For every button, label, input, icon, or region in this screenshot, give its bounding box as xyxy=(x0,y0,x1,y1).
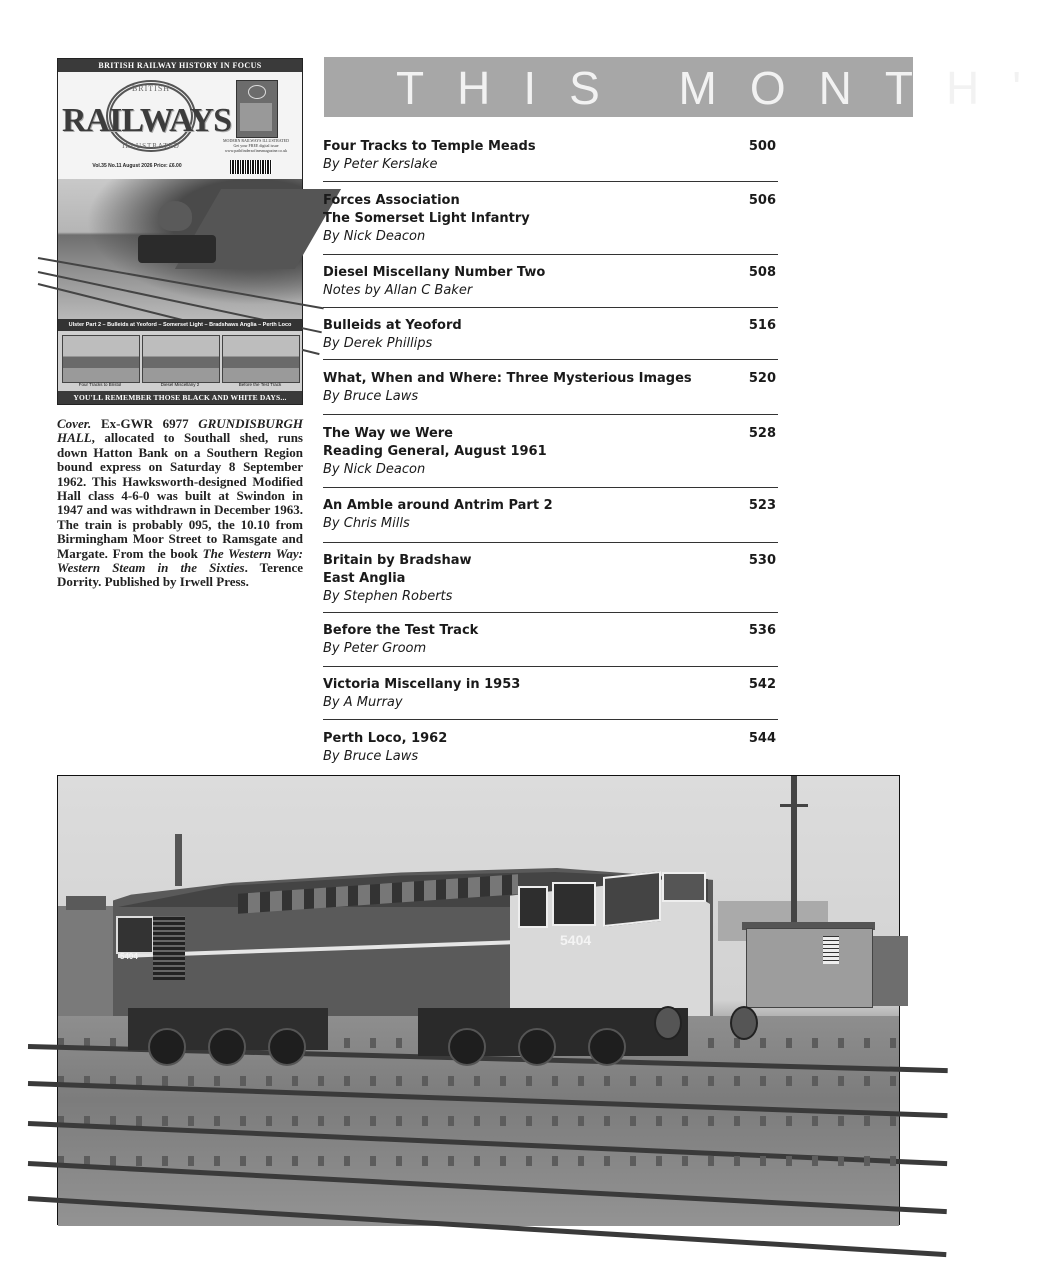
entry-page: 523 xyxy=(748,498,776,513)
entry-page: 530 xyxy=(748,553,776,568)
entry-title: An Amble around Antrim Part 2 xyxy=(323,498,553,513)
caption-book-title: The Western Way: Western Steam in the Sixties xyxy=(57,545,303,576)
contents-entry xyxy=(323,613,778,667)
cover-thumb-label: Diesel Miscellany 2 xyxy=(160,382,200,387)
entry-byline: By Bruce Laws xyxy=(323,389,419,404)
cover-thumbnails xyxy=(58,331,302,393)
photo-hut xyxy=(746,928,873,1008)
contents-entry xyxy=(323,360,778,415)
promo-line: Get your FREE digital issue xyxy=(233,143,279,148)
entry-title: Before the Test Track xyxy=(323,623,479,638)
cover-bottom-band: YOU'LL REMEMBER THOSE BLACK AND WHITE DAYS... xyxy=(58,391,302,404)
photo-chimney xyxy=(175,834,182,886)
loco-wheel xyxy=(588,1028,626,1066)
contents-entry xyxy=(323,132,778,182)
entry-page: 536 xyxy=(748,623,776,638)
entry-page: 506 xyxy=(748,193,776,208)
cover-caption xyxy=(57,417,303,590)
entry-title: Victoria Miscellany in 1953 xyxy=(323,677,521,692)
entry-title: Britain by Bradshaw xyxy=(323,553,472,568)
entry-byline: By Chris Mills xyxy=(323,516,410,531)
contents-entry xyxy=(323,488,778,543)
loco-headcode-box xyxy=(662,872,706,902)
contents-entry xyxy=(323,255,778,308)
loco-grille xyxy=(153,916,185,980)
entry-byline: By Bruce Laws xyxy=(323,749,419,764)
cover-thumb xyxy=(62,335,140,383)
photo-building-left xyxy=(58,906,113,1016)
entry-page: 544 xyxy=(748,731,776,746)
cover-volume-line: Vol.35 No.11 August 2026 Price: £6.00 xyxy=(92,163,182,169)
contents-entry xyxy=(323,543,778,613)
entry-page: 528 xyxy=(748,426,776,441)
logo-top-text: BRITISH xyxy=(131,84,171,93)
loco-window xyxy=(552,882,596,926)
loco-rear-window xyxy=(116,916,154,954)
cover-thumb xyxy=(142,335,220,383)
cover-masthead xyxy=(58,72,302,179)
entry-title: Perth Loco, 1962 xyxy=(323,731,448,746)
page-title: THIS MONTH' xyxy=(396,62,1054,114)
entry-subtitle: The Somerset Light Infantry xyxy=(323,211,530,226)
photo-building-roof xyxy=(66,896,106,910)
locomotive-photo xyxy=(57,775,900,1225)
photo-sleepers xyxy=(58,1156,899,1166)
contents-entry xyxy=(323,415,778,488)
cover-inset-magazine xyxy=(236,80,278,138)
caption-text: Ex-GWR 6977 xyxy=(91,416,199,431)
loco-number-small: 5404 xyxy=(120,952,138,961)
cover-photo-tree xyxy=(158,201,192,231)
entry-title: Forces Association xyxy=(323,193,460,208)
cover-thumb-label: Before the Test Track xyxy=(238,382,282,387)
cover-thumb-label: Four Tracks to Bristol xyxy=(78,382,122,387)
entry-byline: By A Murray xyxy=(323,695,403,710)
entry-byline: By Derek Phillips xyxy=(323,336,433,351)
entry-page: 508 xyxy=(748,265,776,280)
header-band xyxy=(324,57,1054,117)
contents-list xyxy=(323,132,778,770)
loco-wheel xyxy=(268,1028,306,1066)
entry-byline: By Stephen Roberts xyxy=(323,589,453,604)
loco-wheel xyxy=(448,1028,486,1066)
contents-entry xyxy=(323,667,778,720)
entry-title: The Way we Were xyxy=(323,426,453,441)
photo-pole-arm xyxy=(780,804,808,807)
entry-title: Four Tracks to Temple Meads xyxy=(323,139,536,154)
promo-line: MODERN RAILWAYS ILLUSTRATED xyxy=(223,138,289,143)
cover-thumb xyxy=(222,335,300,383)
photo-sleepers xyxy=(58,1076,899,1086)
caption-text: . Terence Dorrity. Published by Irwell Press. xyxy=(57,560,303,590)
contents-entry xyxy=(323,308,778,360)
barcode xyxy=(230,160,272,174)
entry-page: 500 xyxy=(748,139,776,154)
entry-page: 542 xyxy=(748,677,776,692)
entry-subtitle: Reading General, August 1961 xyxy=(323,444,547,459)
entry-byline: By Peter Groom xyxy=(323,641,427,656)
logo-bottom-text: ILLUSTRATED xyxy=(122,142,180,150)
cover-top-band: BRITISH RAILWAY HISTORY IN FOCUS xyxy=(58,59,302,72)
caption-lead: Cover. xyxy=(57,416,92,431)
entry-title: What, When and Where: Three Mysterious Images xyxy=(323,371,692,386)
loco-wheel xyxy=(148,1028,186,1066)
entry-page: 516 xyxy=(748,318,776,333)
entry-byline: By Nick Deacon xyxy=(323,462,426,477)
photo-hut-window xyxy=(823,936,839,964)
entry-subtitle: East Anglia xyxy=(323,571,406,586)
cover-photo xyxy=(58,179,302,319)
loco-window xyxy=(518,886,548,928)
loco-buffer xyxy=(730,1006,758,1040)
magazine-cover xyxy=(57,58,303,405)
entry-byline: Notes by Allan C Baker xyxy=(323,283,473,298)
caption-loco-name: GRUNDISBURGH HALL xyxy=(57,416,303,446)
entry-title: Diesel Miscellany Number Two xyxy=(323,265,546,280)
entry-page: 520 xyxy=(748,371,776,386)
cover-promo xyxy=(218,138,294,153)
loco-wheel xyxy=(518,1028,556,1066)
entry-title: Bulleids at Yeoford xyxy=(323,318,462,333)
contents-entry xyxy=(323,182,778,255)
entry-byline: By Peter Kerslake xyxy=(323,157,438,172)
entry-byline: By Nick Deacon xyxy=(323,229,426,244)
logo-wordmark: RAILWAYS xyxy=(62,102,232,139)
promo-line: www.pathfindersofinesmagazine.co.uk xyxy=(224,148,288,153)
loco-buffer xyxy=(654,1006,682,1040)
caption-text: , allocated to Southall shed, runs down Hatton Bank on a Southern Region bound express on Saturday 8 September 1962. This Hawksworth-designed Modified Hall class 4-6-0 was built at Swindon in 1947 and was withdrawn in December 1963. The train is probably 095, the 10.10 from Birmingham Moor Street to Ramsgate and Margate. From the book xyxy=(57,430,303,561)
contents-entry xyxy=(323,720,778,770)
loco-number: 5404 xyxy=(560,932,592,948)
photo-sleepers xyxy=(58,1116,899,1126)
loco-wheel xyxy=(208,1028,246,1066)
cover-photo-locomotive xyxy=(138,235,216,263)
cover-feature-strip: Ulster Part 2 – Bulleids at Yeoford – Somerset Light – Bradshaws Anglia – Perth Loco xyxy=(58,319,302,331)
loco-windscreen xyxy=(603,871,661,927)
